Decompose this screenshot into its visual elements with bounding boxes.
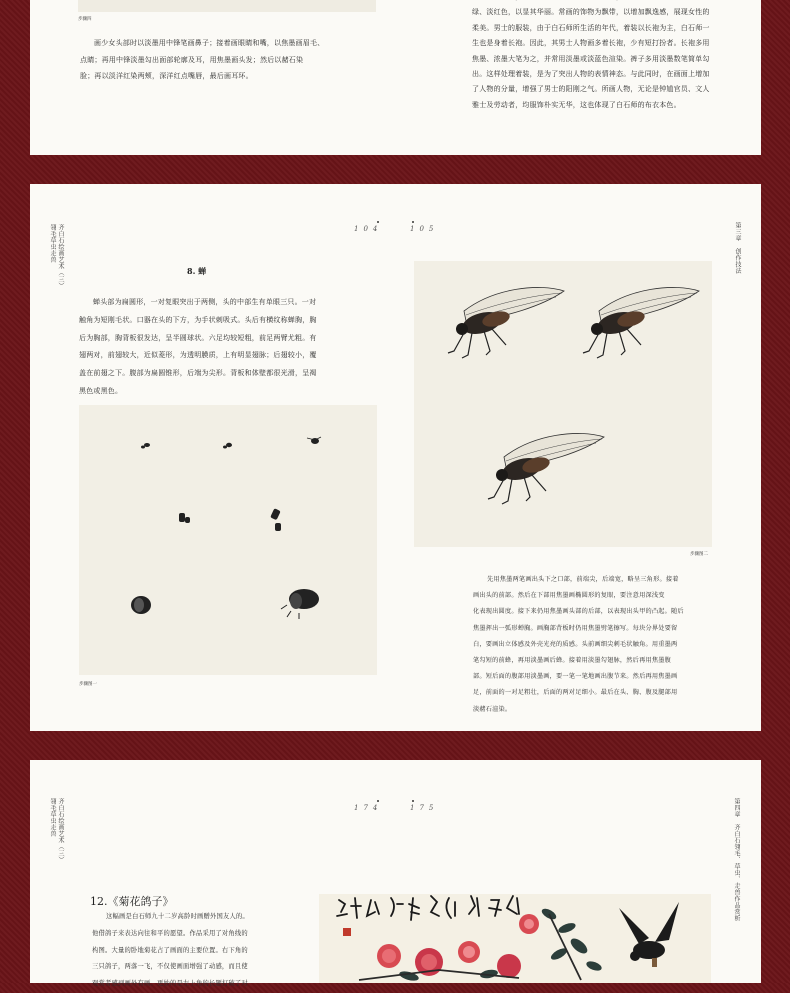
running-head-left (48, 798, 64, 928)
book-subtitle: 翎毛草虫走兽 (49, 224, 56, 263)
section-heading: 8. 蝉 (187, 266, 207, 276)
calligraphy-inscription (337, 896, 519, 920)
step-illustration-2 (414, 261, 712, 547)
text-line: 绿、淡红色，以显其华丽。常画的饰物为飘带，以增加飘逸感，展现女性的 (472, 8, 710, 17)
illustration-placeholder-top (78, 0, 376, 12)
text-line: 白，要画出立体感及外壳光亮的质感。头前画细尖刺毛状触角。用重墨两 (473, 640, 678, 648)
book-spread-top (30, 0, 761, 155)
text-line: 部。短后面的腹部用淡墨画，要一笔一笔地画出腹节来。然后再用焦墨画 (473, 673, 678, 681)
page-number-left: 104 (354, 225, 383, 233)
page-marker-dot (377, 221, 379, 223)
page-number-right: 175 (410, 804, 439, 812)
book-spread-pigeons (30, 760, 761, 988)
left-paragraph (92, 909, 317, 993)
painting-artwork (319, 894, 711, 983)
text-line: 焦墨、浓墨大笔为之，并常用淡墨或淡蓝色渲染。裤子多用淡墨数笔简单勾 (472, 54, 710, 63)
text-line: 了人物的分量，增强了男士的阳刚之气。所画人物，无论是钟馗官员、文人 (472, 85, 710, 94)
running-head-left (48, 224, 64, 354)
left-paragraph (79, 294, 379, 401)
page-marker-dot (377, 800, 379, 802)
running-head-right (732, 798, 740, 973)
text-line: 淡赭石渲染。 (473, 705, 512, 713)
text-line: 画少女头部时以淡墨用中锋笔画鼻子；接着画眼睛和嘴，以焦墨画眉毛、 (94, 39, 325, 47)
text-line: 三只鸽子，两落一飞，不仅使画面增强了动感，而且使 (92, 963, 248, 971)
artist-seal (343, 928, 351, 936)
page-marker-dot (412, 800, 414, 802)
pigeon (619, 902, 679, 967)
text-line: 脸；再以淡洋红染两颊，深洋红点嘴唇，最后画耳环。 (80, 72, 253, 81)
text-line: 构图。大量的卧地菊花占了画面的主要位置。右下角的 (92, 946, 248, 954)
text-line: 笔勾短的前蜂，再用淡墨画后蜂。接着用淡墨勾翅脉，然后再用焦墨腹 (473, 657, 672, 665)
section-heading: 12.《菊花鸽子》 (90, 895, 174, 908)
figure-caption-right: 步骤图二 (690, 552, 708, 557)
text-line: 观赏者感到画外有画。更妙的是左上角的长题打破了对 (92, 980, 248, 988)
page-number-left: 174 (354, 804, 383, 812)
left-paragraph (80, 35, 385, 85)
text-line: 触角为短刚毛状。口器在头的下方，为手状刺吸式。头后有横纹称蝉胸，胸 (79, 315, 317, 324)
book-subtitle: 翎毛草虫走兽 (49, 798, 56, 837)
text-line: 出。这样处理着装，是为了突出人物的表情神态。与此同时，在画面上增加 (472, 70, 710, 79)
step-illustration-1 (79, 405, 377, 675)
text-line: 黑色或黑色。 (79, 386, 123, 395)
text-line: 画出头的前部。然后在下部用焦墨画椭圆形的复眼，要注意用深浅变 (473, 592, 665, 600)
text-line: 化表现出圆度。接下来仍用焦墨画头部的后部，以表现出头甲的凸起。随后 (473, 608, 684, 616)
text-line: 雅士及劳动者，均服饰朴实无华，这也体现了白石师的布衣本色。 (472, 100, 681, 109)
text-line: 焦墨挥出一弧形蝉胸。画胸部背板时仍用焦墨劈笔擦写。每块分界处要留 (473, 624, 678, 632)
text-line (472, 0, 638, 1)
book-spread-cicada (30, 184, 761, 731)
chapter-title: 第四章 齐白石翎毛、草虫、走兽作品赏析 (733, 798, 740, 922)
right-paragraph (473, 572, 713, 718)
text-line: 生也是身着长袍。因此，其男士人物画多着长袍，少有短打扮者。长袍多用 (472, 39, 710, 48)
chapter-title: 第三章 创作技法 (734, 222, 741, 274)
text-line: 翅两对，前翅较大，近似菱形，为透明膜质，上有明显翅脉；后翅较小，覆 (79, 351, 317, 360)
chrysanthemum-pigeons-painting (319, 894, 711, 983)
text-line: 柔美。男士的服装，由于白石师所生活的年代，着装以长袍为主，白石师一 (472, 23, 710, 32)
text-line: 点睛；再用中锋淡墨勾出面部轮廓及耳，用焦墨画头发；然后以赭石染 (80, 55, 304, 64)
book-title: 齐白石绘画艺术（三） (57, 798, 64, 863)
cicada-sketch-strokes (79, 405, 377, 675)
running-head-right (733, 222, 741, 342)
page-number-right: 105 (410, 225, 439, 233)
text-line: 盖在前翅之下。腹部为扁圆锥形，后端为尖形。背板和体壁都很光滑，呈褐 (79, 369, 317, 378)
page-marker-dot (412, 221, 414, 223)
text-line: 先用焦墨两笔画出头下之口部，前端尖，后端宽，略呈三角形。接着 (487, 576, 679, 583)
text-line: 他借鸽子来表达向往和平的愿望。作品采用了对角线的 (92, 929, 248, 937)
figure-caption-left: 步骤图一 (79, 682, 97, 687)
text-line: 这幅画是白石师九十二岁高龄时画赠外国友人的。 (106, 913, 249, 920)
cicada-painting (414, 261, 712, 547)
text-line: 足，前面的一对足粗壮，后面的两对足细小。最后在头、胸、腹及腿部用 (473, 689, 678, 697)
chrysanthemum-flowers (377, 914, 539, 978)
book-title: 齐白石绘画艺术（三） (57, 224, 64, 289)
text-line: 蝉头部为扁圆形，一对复眼突出于两侧，头的中部生有单眼三只。一对 (93, 298, 317, 306)
text-line: 后为胸部，胸背板很发达，呈半圆球状。六足均较短粗，前足两臂尤粗。有 (79, 333, 317, 342)
right-paragraph (472, 0, 772, 113)
figure-caption: 步骤四 (78, 17, 92, 22)
